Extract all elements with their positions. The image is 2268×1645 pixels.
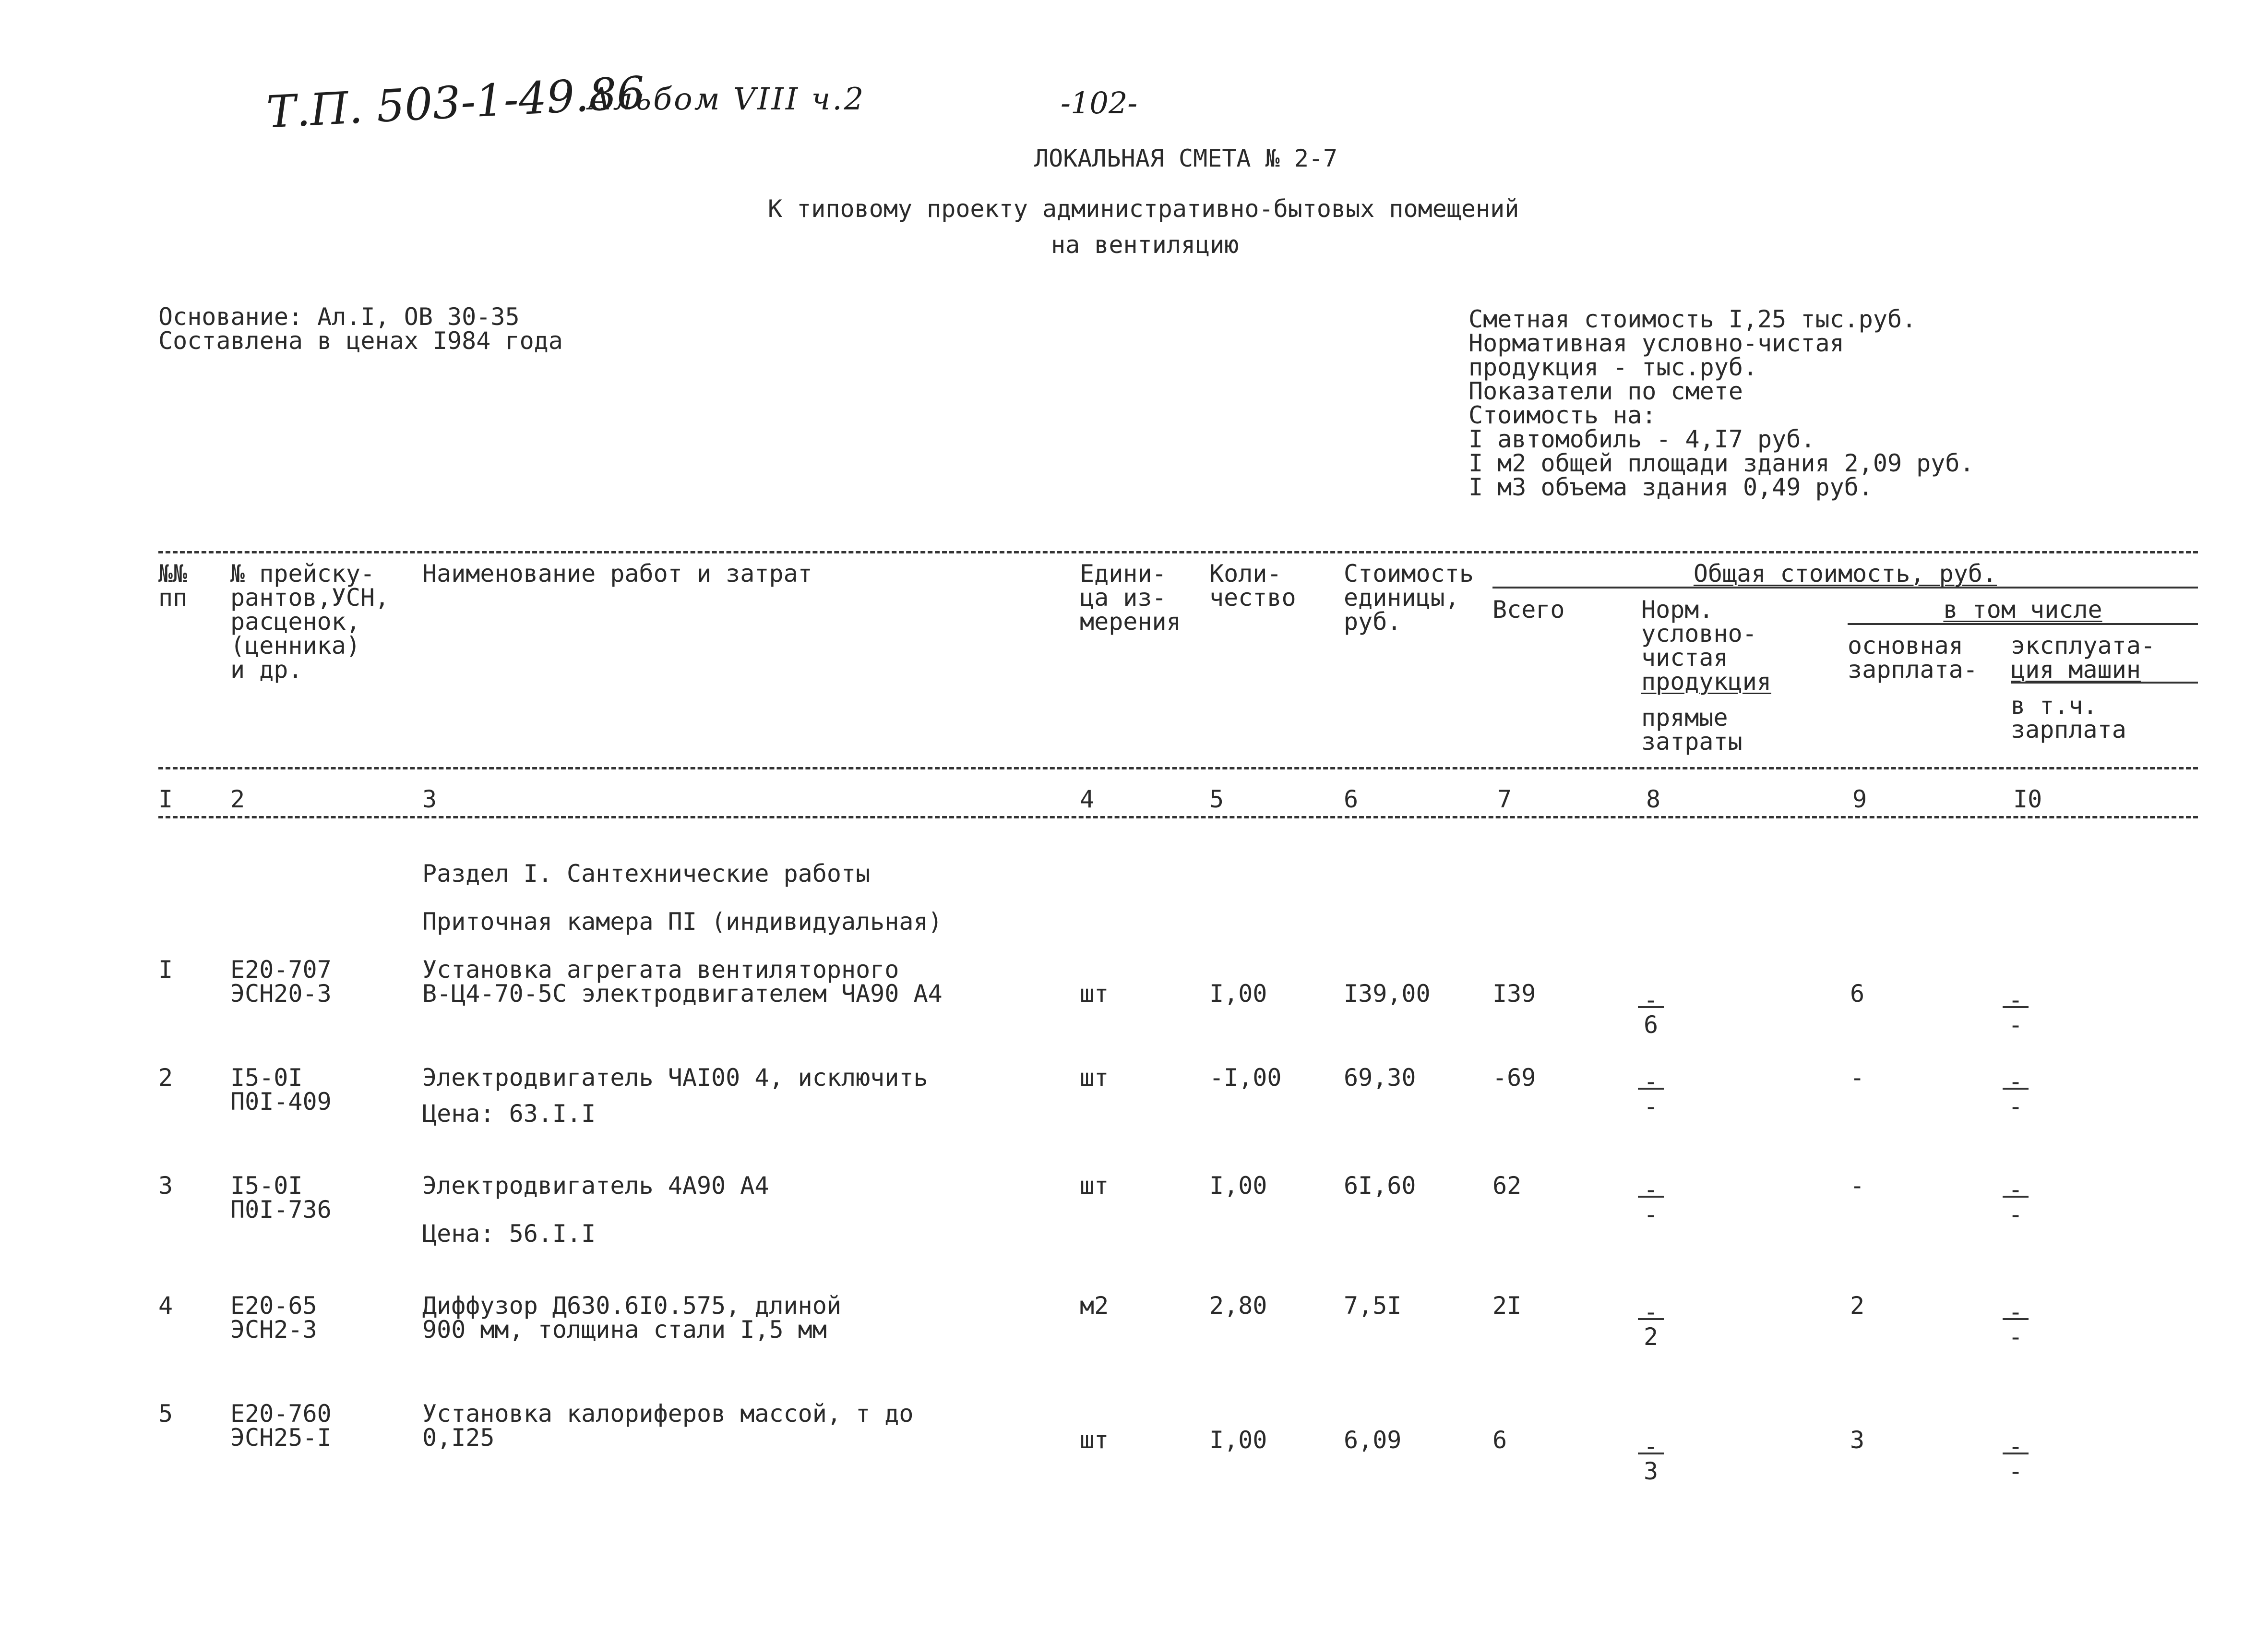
header-col-10-sub: в т.ч. зарплата — [2011, 692, 2126, 744]
row-1-unit: шт — [1080, 980, 1109, 1008]
row-5-name: Установка калориферов массой, т до 0,I25 — [422, 1400, 914, 1452]
row-2-machine: - - — [2001, 1075, 2030, 1117]
row-2-salary: - — [1850, 1064, 1865, 1092]
document-subtitle-2: на вентиляцию — [1051, 231, 1239, 259]
row-3-unit: шт — [1080, 1172, 1109, 1200]
row-4-unit: м2 — [1080, 1292, 1109, 1320]
header-subgroup-rule — [1848, 623, 2198, 625]
row-3-total: 62 — [1492, 1172, 1522, 1200]
row-3-name: Электродвигатель 4А90 А4 — [422, 1172, 769, 1200]
row-4-machine: - - — [2001, 1306, 2030, 1348]
column-number: 9 — [1852, 785, 1867, 813]
header-col-1: №№ пп — [158, 560, 188, 612]
column-number: 6 — [1344, 785, 1359, 813]
summary-line: I м3 объема здания 0,49 руб. — [1468, 473, 1873, 501]
header-col-9: основная зарплата- — [1848, 632, 1978, 684]
row-5-qty: I,00 — [1209, 1426, 1267, 1454]
row-2-num: 2 — [158, 1064, 173, 1092]
header-group-rule — [1492, 587, 2198, 588]
row-2-name: Электродвигатель ЧАI00 4, исключить — [422, 1064, 928, 1092]
summary-line: Нормативная условно-чистая — [1468, 329, 1844, 357]
summary-line: Сметная стоимость I,25 тыс.руб. — [1468, 305, 1917, 333]
row-1-salary: 6 — [1850, 980, 1865, 1008]
header-col-8: Норм. условно- чистая продукция — [1641, 596, 1771, 696]
header-col-7: Всего — [1492, 596, 1565, 624]
row-2-total: -69 — [1492, 1064, 1536, 1092]
header-col-5: Коли- чество — [1209, 560, 1296, 612]
row-5-num: 5 — [158, 1400, 173, 1428]
row-5-unit: шт — [1080, 1426, 1109, 1454]
header-col-2: № прейску- рантов,УСН, расценок, (ценника) и др. — [230, 560, 390, 684]
row-4-code: Е20-65 ЭСН2-3 — [230, 1292, 317, 1344]
column-number: 3 — [422, 785, 437, 813]
section-title: Раздел I. Сантехнические работы — [422, 860, 871, 888]
row-4-total: 2I — [1492, 1292, 1522, 1320]
row-5-unit-cost: 6,09 — [1344, 1426, 1402, 1454]
row-3-qty: I,00 — [1209, 1172, 1267, 1200]
column-number: I0 — [2013, 785, 2042, 813]
row-4-unit-cost: 7,5I — [1344, 1292, 1402, 1320]
header-group-total-cost: Общая стоимость, руб. — [1693, 560, 1997, 588]
column-number: 8 — [1646, 785, 1661, 813]
row-3-price-ref: Цена: 56.I.I — [422, 1220, 596, 1248]
row-4-num: 4 — [158, 1292, 173, 1320]
handwritten-album-ref: Альбом VIII ч.2 — [588, 82, 866, 117]
row-1-total: I39 — [1492, 980, 1536, 1008]
page-number: -102- — [1061, 85, 1138, 120]
row-3-machine: - - — [2001, 1183, 2030, 1225]
header-subgroup: в том числе — [1943, 596, 2102, 624]
column-number: I — [158, 785, 173, 813]
summary-line: I автомобиль - 4,I7 руб. — [1468, 425, 1815, 453]
row-1-unit-cost: I39,00 — [1344, 980, 1431, 1008]
section-subtitle: Приточная камера ПI (индивидуальная) — [422, 908, 943, 936]
header-col-10-rule — [2011, 682, 2198, 684]
row-2-unit: шт — [1080, 1064, 1109, 1092]
header-bottom-rule — [158, 767, 2198, 769]
row-4-ncp: - 2 — [1636, 1306, 1665, 1348]
row-1-num: I — [158, 956, 173, 984]
row-3-ncp: - - — [1636, 1183, 1665, 1225]
row-1-machine: - - — [2001, 994, 2030, 1036]
header-col-4: Едини- ца из- мерения — [1080, 560, 1181, 636]
row-5-salary: 3 — [1850, 1426, 1865, 1454]
header-col-8-sub: прямые затраты — [1641, 704, 1743, 756]
row-3-num: 3 — [158, 1172, 173, 1200]
row-5-total: 6 — [1492, 1426, 1507, 1454]
header-col-6: Стоимость единицы, руб. — [1344, 560, 1474, 636]
row-4-name: Диффузор Д630.6I0.575, длиной 900 мм, толщина стали I,5 мм — [422, 1292, 841, 1344]
row-5-code: Е20-760 ЭСН25-I — [230, 1400, 332, 1452]
row-2-price-ref: Цена: 63.I.I — [422, 1100, 596, 1128]
basis-line-2: Составлена в ценах I984 года — [158, 327, 563, 355]
row-3-salary: - — [1850, 1172, 1865, 1200]
row-5-ncp: - 3 — [1636, 1440, 1665, 1482]
row-4-salary: 2 — [1850, 1292, 1865, 1320]
row-2-ncp: - - — [1636, 1075, 1665, 1117]
row-1-ncp: - 6 — [1636, 994, 1665, 1036]
summary-line: Стоимость на: — [1468, 401, 1657, 429]
summary-line: продукция - тыс.руб. — [1468, 353, 1758, 381]
document-subtitle-1: К типовому проекту административно-бытовых помещений — [768, 195, 1519, 223]
column-number: 5 — [1209, 785, 1224, 813]
row-1-code: Е20-707 ЭСН20-3 — [230, 956, 332, 1008]
basis-line-1: Основание: Ал.I, ОВ 30-35 — [158, 303, 520, 331]
row-3-code: I5-0I П0I-736 — [230, 1172, 332, 1224]
row-5-machine: - - — [2001, 1440, 2030, 1482]
row-1-name: Установка агрегата вентиляторного В-Ц4-70-5С электродвигателем ЧА90 А4 — [422, 956, 943, 1008]
row-3-unit-cost: 6I,60 — [1344, 1172, 1416, 1200]
summary-line: Показатели по смете — [1468, 377, 1743, 405]
summary-block — [1468, 307, 1974, 499]
handwritten-project-ref: Т.П. 503-1-49.86 — [265, 67, 646, 138]
column-number: 2 — [230, 785, 245, 813]
row-4-qty: 2,80 — [1209, 1292, 1267, 1320]
column-number: 4 — [1080, 785, 1095, 813]
header-top-rule — [158, 551, 2198, 553]
summary-line: I м2 общей площади здания 2,09 руб. — [1468, 449, 1974, 477]
row-2-unit-cost: 69,30 — [1344, 1064, 1416, 1092]
header-col-3: Наименование работ и затрат — [422, 560, 812, 588]
row-1-qty: I,00 — [1209, 980, 1267, 1008]
document-title: ЛОКАЛЬНАЯ СМЕТА № 2-7 — [1034, 144, 1338, 172]
row-2-qty: -I,00 — [1209, 1064, 1282, 1092]
column-numbers-rule — [158, 816, 2198, 818]
header-col-10: эксплуата- ция машин — [2011, 632, 2156, 684]
row-2-code: I5-0I П0I-409 — [230, 1064, 332, 1116]
column-number: 7 — [1497, 785, 1512, 813]
